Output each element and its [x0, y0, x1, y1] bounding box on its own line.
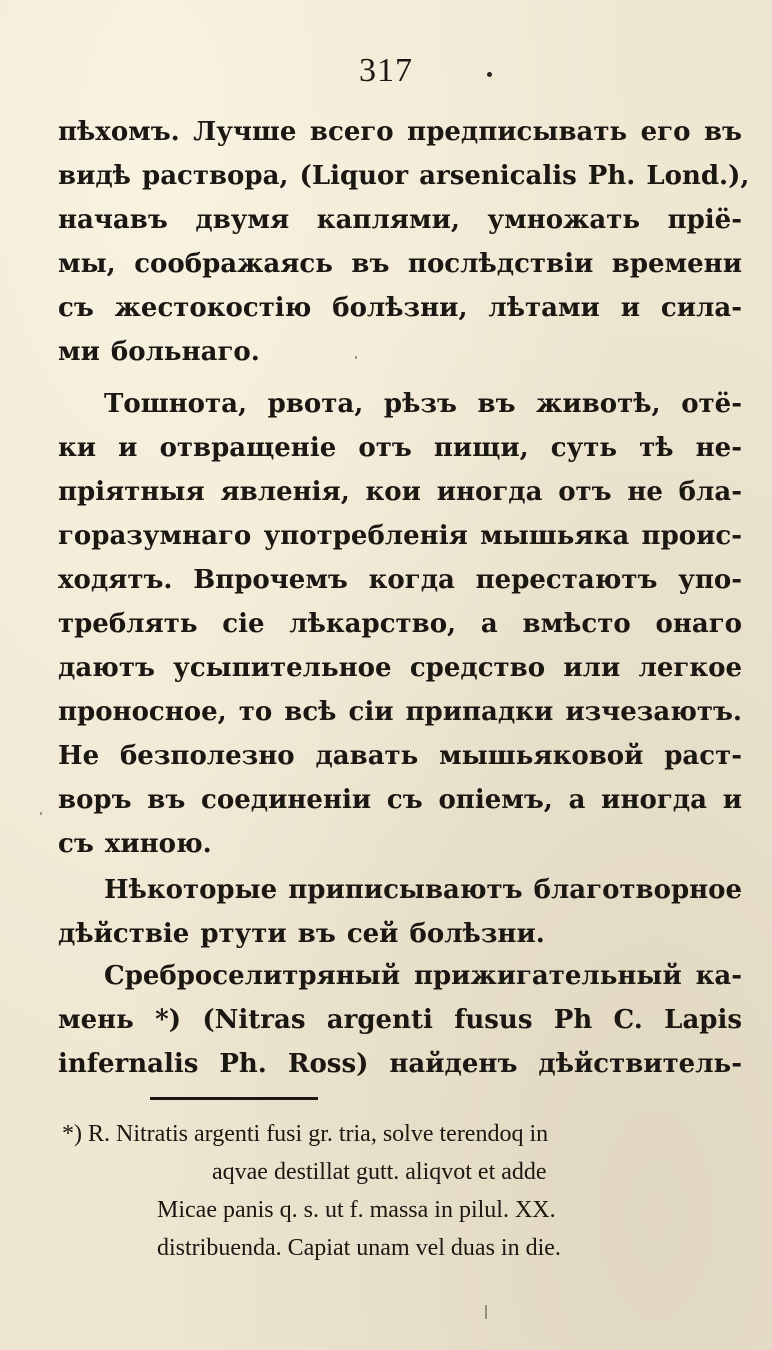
text-line: ходятъ. Впрочемъ когда перестаютъ упо- [58, 565, 742, 595]
text-line: видѣ раствора, (Liquor arsenicalis Ph. Lond.), [58, 161, 750, 191]
text-line: Среброселитряный прижигательный ка- [104, 961, 742, 991]
paper-speck [485, 1305, 487, 1319]
text-line: Нѣкоторые приписываютъ благотворное [104, 875, 743, 905]
printed-dot [487, 72, 492, 77]
text-line: проносное, то всѣ сіи припадки изчезаютъ. [58, 697, 742, 727]
text-line: пѣхомъ. Лучше всего предписывать его въ [58, 117, 742, 147]
text-line: мень *) (Nitras argenti fusus Ph C. Lapis [58, 1005, 742, 1035]
text-line: ми больнаго. [58, 337, 260, 367]
footnote-line: *) R. Nitratis argenti fusi gr. tria, solve terendoq in [62, 1121, 549, 1147]
footnote-line: distribuenda. Capiat unam vel duas in die. [157, 1235, 561, 1261]
text-line: пріятныя явленія, кои иногда отъ не бла- [58, 477, 742, 507]
page-number: 317 [0, 52, 772, 90]
text-line: начавъ двумя каплями, умножать пріё- [58, 205, 742, 235]
text-line: Тошнота, рвота, рѣзъ въ животѣ, отё- [104, 389, 742, 419]
text-line: ки и отвращеніе отъ пищи, суть тѣ не- [58, 433, 742, 463]
paper-speck [355, 356, 357, 359]
text-line: воръ въ соединеніи съ опіемъ, а иногда и [58, 785, 742, 815]
paper-speck [40, 812, 42, 815]
footnote-line: aqvae destillat gutt. aliqvot et adde [212, 1159, 547, 1185]
text-line: infernalis Ph. Ross) найденъ дѣйствитель- [58, 1049, 742, 1079]
footnote [62, 1115, 752, 1267]
footnote-line: Micae panis q. s. ut f. massa in pilul. XX. [157, 1197, 556, 1223]
text-line: съ жестокостію болѣзни, лѣтами и сила- [58, 293, 742, 323]
footnote-rule [150, 1097, 318, 1100]
text-line: горазумнаго употребленія мышьяка проис- [58, 521, 742, 551]
text-line: Не безполезно давать мышьяковой раст- [58, 741, 742, 771]
text-line: даютъ усыпительное средство или легкое [58, 653, 742, 683]
paragraph-3 [58, 868, 742, 956]
text-line: съ хиною. [58, 829, 212, 859]
text-line: дѣйствіе ртути въ сей болѣзни. [58, 919, 545, 949]
text-line: треблять сіе лѣкарство, а вмѣсто онаго [58, 609, 742, 639]
paragraph-2 [58, 382, 742, 866]
paragraph-1 [58, 110, 750, 374]
paragraph-4 [58, 954, 742, 1086]
text-line: мы, соображаясь въ послѣдствіи времени [58, 249, 742, 279]
